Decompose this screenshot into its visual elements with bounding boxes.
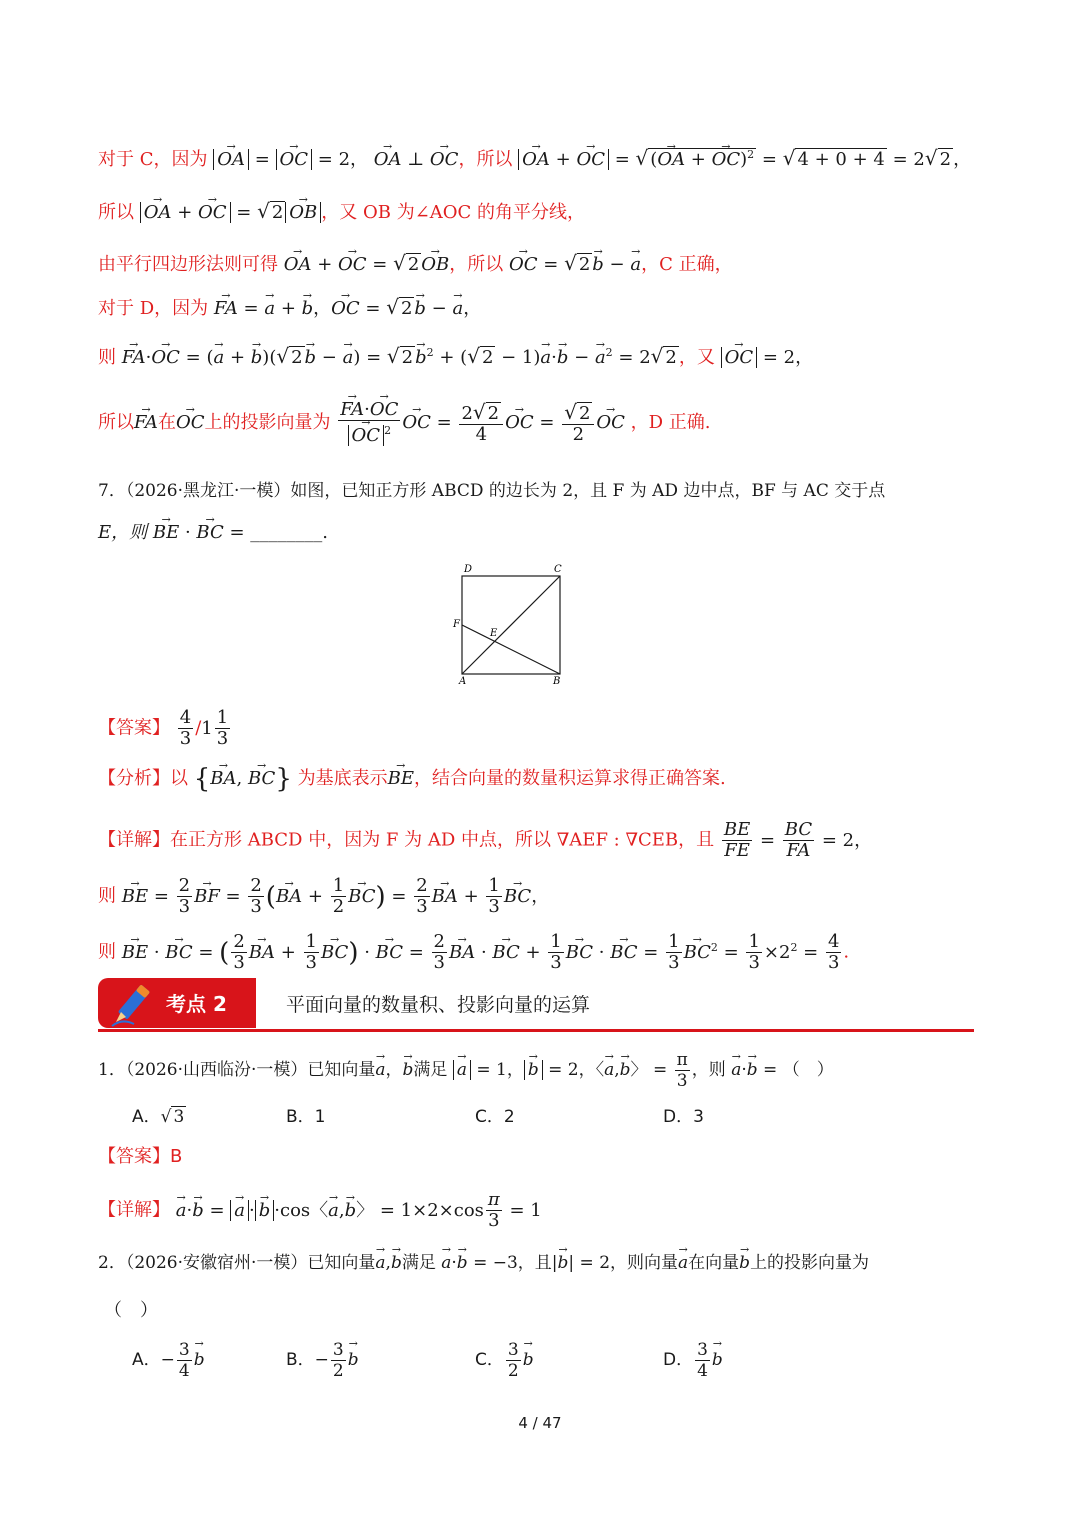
option-d[interactable]: D． $\frac{3}{4}$ → b xyxy=(663,1340,723,1381)
option-c[interactable]: C．2 xyxy=(475,1107,515,1127)
option-a[interactable]: A．− $\frac{3}{4}$ → b xyxy=(132,1340,205,1381)
label-e: E xyxy=(490,628,498,639)
option-c[interactable]: C． $\frac{3}{2}$ → b xyxy=(475,1340,534,1381)
solution-line-c2: 所以 → OA + → OC = √ 2→ OB ，又 OB 为∠AOC 的角平分线， xyxy=(98,198,585,226)
q7-detail-2: 则 → BE = $\frac{2}{3}$ → BF = $\frac{2}{3}$ (→ BA + $\frac{1}{2}$ → BC) = $\frac{2}{3}$ → BA + $\frac{1}{3}$ → BC， xyxy=(98,876,549,917)
q7-detail-1: 【详解】在正方形 ABCD 中，因为 F 为 AD 中点，所以 ∇AEF : ∇CEB，且 $\frac{BE}{FE}$ = $\frac{BC}{FA}$ = 2， xyxy=(98,819,873,861)
section-tag xyxy=(98,978,256,1028)
page-number: 4 / 47 xyxy=(518,1414,562,1432)
label-d: D xyxy=(464,564,473,575)
pencil-icon xyxy=(108,980,160,1030)
section-underline xyxy=(98,1029,974,1032)
section-header xyxy=(98,978,974,1032)
q1-answer: 【答案】B xyxy=(98,1146,183,1167)
solution-line-d2: 则 → FA·→ OC = (→ a + → b)(√ 2→ b − → a) = √ $2\to b^2$ + (√ 2 − 1)→ a·→ b − → $a^2 = 2√$ 2 ，又 → OC = 2， xyxy=(98,340,813,371)
option-b[interactable]: B．1 xyxy=(286,1107,326,1127)
q1-detail: 【详解】 → a·→ b = → a ·→ b ·cos〈→ a,→ b〉 = 1×2×cos $\frac{\pi}{3}$ = 1 xyxy=(98,1190,542,1231)
solution-line-c1: 对于 C，因为 → OA = → OC = 2， → OA ⊥ → OC，所以 → OA + → OC = √ (→ OA + → OC)$^2$ = √ 4 + 0 + 4 = 2√ 2 ， xyxy=(98,142,971,173)
question-2-text: 2．（2026·安徽宿州·一模）已知向量→ a,→ b满足 → a·→ b = −3，且|→ b| = 2，则向量→ a在向量→ b上的投影向量为 xyxy=(98,1250,869,1276)
option-d[interactable]: D．3 xyxy=(663,1107,704,1127)
label-f: F xyxy=(453,619,460,630)
question-7-text-2: E，则 → BE · → BC = ________. xyxy=(98,520,328,546)
question-2-paren: （ ） xyxy=(104,1300,158,1321)
option-a[interactable]: A．√ 3 xyxy=(132,1107,185,1127)
solution-line-c3: 由平行四边形法则可得 → OA + → OC = √ 2→ OB，所以 → OC = √ 2→ b − → a，C 正确， xyxy=(98,250,733,278)
solution-line-d1: 对于 D，因为 → FA = → a + → b，→ OC = √ 2→ b − → a， xyxy=(98,294,481,322)
section-title: 考点 2 xyxy=(166,992,227,1016)
section-label: 平面向量的数量积、投影向量的运算 xyxy=(286,994,591,1016)
option-b[interactable]: B．− $\frac{3}{2}$ → b xyxy=(286,1340,359,1381)
question-1-text: 1．（2026·山西临汾·一模）已知向量→ a，→ b满足 → a = 1，→ b = 2，〈→ a,→ b〉 = $\frac{\pi}{3}$ ，则 → a·→ b = （ ） xyxy=(98,1050,834,1091)
q7-analysis: 【分析】以 {→ BA, → BC} 为基底表示→ BE，结合向量的数量积运算求得正确答案. xyxy=(98,766,726,792)
label-c: C xyxy=(554,564,562,575)
label-a: A xyxy=(459,676,467,687)
square-figure xyxy=(450,562,580,692)
q7-answer: 【答案】 $\frac{4}{3}$ /1 $\frac{1}{3}$ xyxy=(98,707,229,749)
solution-line-d3: 所以→ FA在→ OC上的投影向量为 → FA·→ OC → OC $^2$ → OC = $\frac{2√ 2}{4}$ → OC = $\frac{√ 2}{2}$ → OC ，D 正确. xyxy=(98,400,711,446)
question-7-text: 7．（2026·黑龙江·一模）如图，已知正方形 ABCD 的边长为 2，且 F 为 AD 边中点，BF 与 AC 交于点 xyxy=(98,481,886,501)
label-b: B xyxy=(553,676,561,687)
q7-detail-3: 则 → BE · → BC = ( $\frac{2}{3}$ → BA + $\frac{1}{3}$ → BC) · → BC = $\frac{2}{3}$ → BA · → BC + $\frac{1}{3}$ → BC · → BC = $\frac{1}{3}$ → $BC^2$ = $\frac{1}{3}$ $\times 2^2$ = $\frac{4}{3}$ . xyxy=(98,932,849,973)
